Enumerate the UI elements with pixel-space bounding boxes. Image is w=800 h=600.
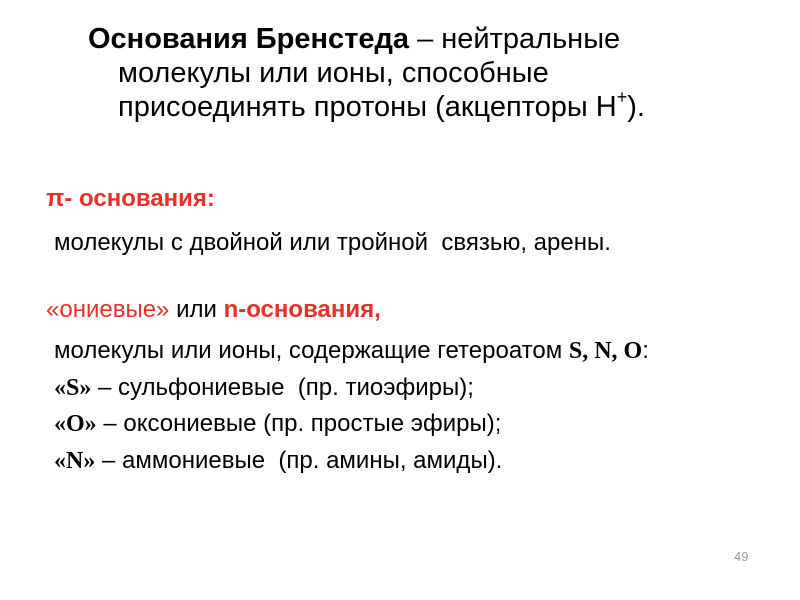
onium-description-colon: :: [642, 337, 649, 364]
list-item: [54, 370, 649, 407]
definition-line-1: [88, 22, 768, 56]
list-item: [54, 406, 649, 443]
list-item-text: – оксониевые (пр. простые эфиры);: [96, 410, 502, 437]
onium-bases-list: [54, 333, 649, 479]
onium-heading-or: или: [169, 296, 224, 323]
definition-dash: –: [409, 23, 442, 55]
onium-description-text: молекулы или ионы, содержащие гетероатом: [54, 337, 569, 364]
definition-line-3: [88, 87, 768, 124]
list-item-symbol: «S»: [54, 374, 92, 401]
proton-charge-superscript: +: [616, 87, 628, 108]
onium-heading-term: «ониевые»: [46, 296, 170, 323]
n-bases-term: n-основания,: [223, 296, 381, 323]
definition-block: [88, 22, 768, 124]
definition-term: Основания Бренстеда: [88, 23, 410, 55]
definition-line-1-text: нейтральные: [441, 23, 621, 55]
list-item: [54, 443, 649, 480]
definition-line-3-end: ).: [627, 91, 645, 123]
pi-bases-description: молекулы с двойной или тройной связью, арены.: [54, 229, 611, 256]
list-item-text: – аммониевые (пр. амины, амиды).: [95, 446, 503, 474]
list-item-symbol: «N»: [54, 447, 96, 474]
list-item-symbol: «O»: [54, 411, 97, 437]
onium-bases-heading: [46, 296, 381, 324]
definition-line-2: молекулы или ионы, способные: [118, 57, 549, 89]
pi-bases-heading: π- основания:: [46, 185, 215, 212]
page-number: 49: [734, 549, 749, 564]
list-item-text: – сульфониевые (пр. тиоэфиры);: [91, 373, 474, 401]
onium-description: [54, 333, 649, 370]
heteroatoms: S, N, O: [568, 338, 643, 364]
definition-line-3-text: присоединять протоны (акцепторы Н: [118, 91, 617, 123]
